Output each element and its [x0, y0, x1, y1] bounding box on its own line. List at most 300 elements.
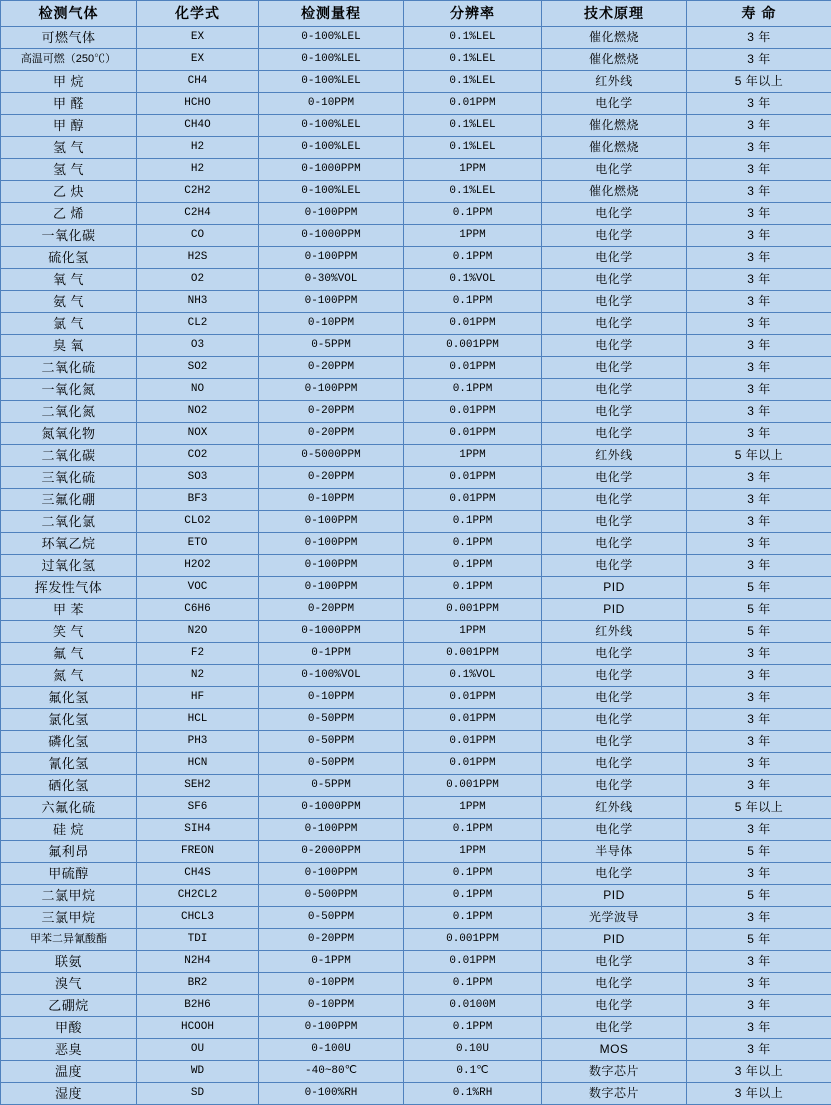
cell-gas: 甲硫醇 — [1, 863, 137, 885]
cell-resolution: 0.01PPM — [404, 401, 542, 423]
cell-lifetime: 5 年以上 — [687, 445, 831, 467]
cell-technology: 电化学 — [542, 775, 687, 797]
cell-technology: 红外线 — [542, 797, 687, 819]
cell-gas: 恶臭 — [1, 1039, 137, 1061]
cell-formula: C6H6 — [137, 599, 259, 621]
cell-lifetime: 3 年 — [687, 687, 831, 709]
cell-lifetime: 3 年 — [687, 907, 831, 929]
cell-lifetime: 3 年 — [687, 511, 831, 533]
cell-formula: NO2 — [137, 401, 259, 423]
table-row — [1, 71, 831, 93]
cell-gas: 硅 烷 — [1, 819, 137, 841]
cell-resolution: 0.1PPM — [404, 907, 542, 929]
cell-formula: HCL — [137, 709, 259, 731]
cell-resolution: 0.1℃ — [404, 1061, 542, 1083]
cell-range: 0-20PPM — [259, 401, 404, 423]
table-row — [1, 709, 831, 731]
cell-formula: O3 — [137, 335, 259, 357]
cell-lifetime: 5 年 — [687, 599, 831, 621]
cell-lifetime: 3 年 — [687, 555, 831, 577]
cell-lifetime: 3 年 — [687, 467, 831, 489]
cell-formula: SD — [137, 1083, 259, 1105]
cell-formula: O2 — [137, 269, 259, 291]
cell-range: 0-100%LEL — [259, 137, 404, 159]
cell-range: 0-100%RH — [259, 1083, 404, 1105]
cell-technology: 电化学 — [542, 225, 687, 247]
cell-resolution: 0.1%LEL — [404, 27, 542, 49]
cell-resolution: 1PPM — [404, 841, 542, 863]
cell-range: 0-100%VOL — [259, 665, 404, 687]
cell-technology: 电化学 — [542, 753, 687, 775]
cell-range: 0-10PPM — [259, 93, 404, 115]
table-row — [1, 775, 831, 797]
cell-resolution: 0.1PPM — [404, 555, 542, 577]
cell-resolution: 0.01PPM — [404, 753, 542, 775]
cell-resolution: 0.1%VOL — [404, 269, 542, 291]
cell-gas: 一氧化碳 — [1, 225, 137, 247]
cell-range: 0-5PPM — [259, 775, 404, 797]
cell-formula: NOX — [137, 423, 259, 445]
table-row — [1, 951, 831, 973]
cell-range: 0-50PPM — [259, 907, 404, 929]
cell-formula: NH3 — [137, 291, 259, 313]
cell-formula: OU — [137, 1039, 259, 1061]
cell-formula: C2H2 — [137, 181, 259, 203]
table-row — [1, 731, 831, 753]
cell-range: 0-1000PPM — [259, 159, 404, 181]
cell-formula: SO3 — [137, 467, 259, 489]
cell-technology: 催化燃烧 — [542, 181, 687, 203]
cell-technology: 催化燃烧 — [542, 27, 687, 49]
cell-range: 0-1PPM — [259, 951, 404, 973]
cell-range: 0-10PPM — [259, 687, 404, 709]
cell-resolution: 0.1PPM — [404, 247, 542, 269]
cell-resolution: 0.1PPM — [404, 577, 542, 599]
cell-lifetime: 3 年 — [687, 731, 831, 753]
table-row — [1, 863, 831, 885]
cell-range: 0-100PPM — [259, 533, 404, 555]
cell-formula: SF6 — [137, 797, 259, 819]
cell-technology: 电化学 — [542, 313, 687, 335]
cell-technology: 电化学 — [542, 401, 687, 423]
cell-range: 0-10PPM — [259, 995, 404, 1017]
cell-formula: WD — [137, 1061, 259, 1083]
cell-resolution: 0.01PPM — [404, 951, 542, 973]
cell-formula: EX — [137, 27, 259, 49]
column-header-gas: 检测气体 — [1, 1, 137, 27]
cell-formula: EX — [137, 49, 259, 71]
cell-formula: HCOOH — [137, 1017, 259, 1039]
cell-range: 0-20PPM — [259, 599, 404, 621]
cell-resolution: 0.1%VOL — [404, 665, 542, 687]
cell-range: 0-1000PPM — [259, 797, 404, 819]
cell-technology: 电化学 — [542, 511, 687, 533]
cell-range: 0-100%LEL — [259, 181, 404, 203]
cell-range: 0-1PPM — [259, 643, 404, 665]
cell-lifetime: 3 年 — [687, 137, 831, 159]
table-row — [1, 1061, 831, 1083]
cell-gas: 溴气 — [1, 973, 137, 995]
cell-resolution: 0.1%LEL — [404, 181, 542, 203]
cell-technology: 电化学 — [542, 93, 687, 115]
cell-lifetime: 3 年 — [687, 819, 831, 841]
cell-technology: 催化燃烧 — [542, 137, 687, 159]
cell-technology: 电化学 — [542, 379, 687, 401]
table-row — [1, 687, 831, 709]
cell-resolution: 0.1PPM — [404, 203, 542, 225]
cell-range: 0-100PPM — [259, 819, 404, 841]
cell-range: 0-50PPM — [259, 709, 404, 731]
cell-range: 0-20PPM — [259, 357, 404, 379]
cell-gas: 三氧化硫 — [1, 467, 137, 489]
cell-gas: 氮 气 — [1, 665, 137, 687]
cell-resolution: 1PPM — [404, 159, 542, 181]
table-row — [1, 291, 831, 313]
cell-range: 0-20PPM — [259, 423, 404, 445]
cell-technology: 电化学 — [542, 819, 687, 841]
cell-gas: 二氧化氮 — [1, 401, 137, 423]
cell-gas: 二氧化氯 — [1, 511, 137, 533]
table-header — [1, 1, 831, 27]
cell-lifetime: 5 年 — [687, 929, 831, 951]
column-header-resolution: 分辨率 — [404, 1, 542, 27]
cell-formula: ETO — [137, 533, 259, 555]
cell-resolution: 0.1PPM — [404, 1017, 542, 1039]
cell-gas: 可燃气体 — [1, 27, 137, 49]
cell-lifetime: 3 年 — [687, 49, 831, 71]
table-row — [1, 599, 831, 621]
cell-resolution: 0.1%LEL — [404, 71, 542, 93]
cell-technology: 催化燃烧 — [542, 49, 687, 71]
cell-formula: CO — [137, 225, 259, 247]
cell-technology: 电化学 — [542, 709, 687, 731]
cell-range: 0-10PPM — [259, 313, 404, 335]
cell-formula: VOC — [137, 577, 259, 599]
cell-resolution: 0.01PPM — [404, 423, 542, 445]
table-row — [1, 313, 831, 335]
cell-resolution: 0.1PPM — [404, 885, 542, 907]
cell-lifetime: 5 年 — [687, 577, 831, 599]
cell-gas: 甲酸 — [1, 1017, 137, 1039]
cell-lifetime: 5 年以上 — [687, 797, 831, 819]
cell-technology: 催化燃烧 — [542, 115, 687, 137]
cell-resolution: 0.10U — [404, 1039, 542, 1061]
cell-gas: 六氟化硫 — [1, 797, 137, 819]
cell-lifetime: 3 年 — [687, 951, 831, 973]
cell-formula: CO2 — [137, 445, 259, 467]
cell-formula: CH4S — [137, 863, 259, 885]
cell-technology: 光学波导 — [542, 907, 687, 929]
cell-resolution: 0.01PPM — [404, 687, 542, 709]
table-row — [1, 973, 831, 995]
cell-lifetime: 3 年 — [687, 489, 831, 511]
cell-formula: CHCL3 — [137, 907, 259, 929]
cell-gas: 三氯甲烷 — [1, 907, 137, 929]
table-row — [1, 819, 831, 841]
table-row — [1, 1039, 831, 1061]
table-row — [1, 1017, 831, 1039]
table-row — [1, 533, 831, 555]
cell-formula: H2 — [137, 159, 259, 181]
cell-lifetime: 3 年 — [687, 203, 831, 225]
cell-formula: B2H6 — [137, 995, 259, 1017]
cell-gas: 甲 醛 — [1, 93, 137, 115]
cell-gas: 氢 气 — [1, 159, 137, 181]
cell-resolution: 0.001PPM — [404, 929, 542, 951]
cell-resolution: 0.1PPM — [404, 863, 542, 885]
table-row — [1, 841, 831, 863]
table-row — [1, 401, 831, 423]
cell-range: 0-50PPM — [259, 753, 404, 775]
cell-technology: PID — [542, 599, 687, 621]
cell-technology: 电化学 — [542, 995, 687, 1017]
cell-resolution: 1PPM — [404, 621, 542, 643]
cell-lifetime: 3 年 — [687, 1039, 831, 1061]
cell-range: 0-100PPM — [259, 863, 404, 885]
cell-technology: 电化学 — [542, 533, 687, 555]
cell-lifetime: 3 年 — [687, 1017, 831, 1039]
cell-technology: PID — [542, 885, 687, 907]
cell-lifetime: 3 年 — [687, 181, 831, 203]
cell-gas: 氰化氢 — [1, 753, 137, 775]
cell-range: 0-20PPM — [259, 467, 404, 489]
table-row — [1, 577, 831, 599]
cell-formula: CH2CL2 — [137, 885, 259, 907]
cell-range: 0-100PPM — [259, 577, 404, 599]
cell-range: 0-100U — [259, 1039, 404, 1061]
cell-resolution: 0.1%RH — [404, 1083, 542, 1105]
cell-range: 0-2000PPM — [259, 841, 404, 863]
table-row — [1, 753, 831, 775]
cell-range: 0-30%VOL — [259, 269, 404, 291]
cell-range: 0-20PPM — [259, 929, 404, 951]
table-row — [1, 1083, 831, 1105]
cell-technology: 数字芯片 — [542, 1061, 687, 1083]
table-row — [1, 423, 831, 445]
cell-technology: 电化学 — [542, 863, 687, 885]
cell-range: -40~80℃ — [259, 1061, 404, 1083]
cell-gas: 氨 气 — [1, 291, 137, 313]
cell-technology: MOS — [542, 1039, 687, 1061]
cell-range: 0-500PPM — [259, 885, 404, 907]
cell-lifetime: 3 年 — [687, 335, 831, 357]
cell-gas: 硫化氢 — [1, 247, 137, 269]
cell-range: 0-10PPM — [259, 489, 404, 511]
cell-resolution: 0.001PPM — [404, 599, 542, 621]
cell-formula: F2 — [137, 643, 259, 665]
cell-gas: 氟利昂 — [1, 841, 137, 863]
cell-range: 0-10PPM — [259, 973, 404, 995]
header-row — [1, 1, 831, 27]
cell-technology: 电化学 — [542, 423, 687, 445]
cell-gas: 高温可燃（250℃） — [1, 49, 137, 71]
cell-gas: 三氟化硼 — [1, 489, 137, 511]
cell-gas: 甲 烷 — [1, 71, 137, 93]
cell-lifetime: 3 年 — [687, 247, 831, 269]
cell-resolution: 0.0100M — [404, 995, 542, 1017]
cell-lifetime: 3 年 — [687, 753, 831, 775]
cell-resolution: 0.01PPM — [404, 709, 542, 731]
cell-gas: 温度 — [1, 1061, 137, 1083]
cell-resolution: 0.01PPM — [404, 313, 542, 335]
cell-technology: 电化学 — [542, 247, 687, 269]
cell-technology: 红外线 — [542, 445, 687, 467]
cell-resolution: 0.01PPM — [404, 357, 542, 379]
cell-formula: BF3 — [137, 489, 259, 511]
cell-lifetime: 5 年 — [687, 885, 831, 907]
table-row — [1, 995, 831, 1017]
table-row — [1, 93, 831, 115]
cell-lifetime: 3 年 — [687, 313, 831, 335]
cell-gas: 二氯甲烷 — [1, 885, 137, 907]
table-row — [1, 225, 831, 247]
cell-lifetime: 3 年 — [687, 863, 831, 885]
cell-range: 0-1000PPM — [259, 621, 404, 643]
cell-resolution: 0.1PPM — [404, 533, 542, 555]
cell-formula: CH4O — [137, 115, 259, 137]
cell-gas: 氟 气 — [1, 643, 137, 665]
table-row — [1, 335, 831, 357]
cell-lifetime: 3 年 — [687, 225, 831, 247]
cell-technology: 电化学 — [542, 489, 687, 511]
cell-lifetime: 3 年 — [687, 27, 831, 49]
table-row — [1, 643, 831, 665]
cell-lifetime: 3 年以上 — [687, 1061, 831, 1083]
cell-gas: 乙硼烷 — [1, 995, 137, 1017]
cell-resolution: 1PPM — [404, 445, 542, 467]
cell-range: 0-100%LEL — [259, 49, 404, 71]
cell-technology: 电化学 — [542, 951, 687, 973]
table-row — [1, 489, 831, 511]
table-row — [1, 269, 831, 291]
cell-lifetime: 3 年以上 — [687, 1083, 831, 1105]
cell-formula: SO2 — [137, 357, 259, 379]
cell-formula: CH4 — [137, 71, 259, 93]
cell-range: 0-100%LEL — [259, 115, 404, 137]
cell-gas: 环氧乙烷 — [1, 533, 137, 555]
cell-formula: N2 — [137, 665, 259, 687]
table-row — [1, 555, 831, 577]
cell-gas: 氧 气 — [1, 269, 137, 291]
cell-resolution: 0.1PPM — [404, 511, 542, 533]
cell-resolution: 0.001PPM — [404, 335, 542, 357]
cell-range: 0-100PPM — [259, 379, 404, 401]
cell-technology: 电化学 — [542, 159, 687, 181]
table-row — [1, 511, 831, 533]
cell-gas: 乙 烯 — [1, 203, 137, 225]
cell-technology: 数字芯片 — [542, 1083, 687, 1105]
cell-technology: 电化学 — [542, 643, 687, 665]
cell-gas: 硒化氢 — [1, 775, 137, 797]
cell-formula: H2S — [137, 247, 259, 269]
cell-technology: 电化学 — [542, 357, 687, 379]
cell-resolution: 1PPM — [404, 797, 542, 819]
cell-range: 0-100PPM — [259, 203, 404, 225]
cell-formula: H2 — [137, 137, 259, 159]
cell-lifetime: 3 年 — [687, 291, 831, 313]
cell-formula: CL2 — [137, 313, 259, 335]
cell-formula: FREON — [137, 841, 259, 863]
cell-technology: 电化学 — [542, 665, 687, 687]
column-header-technology: 技术原理 — [542, 1, 687, 27]
cell-formula: C2H4 — [137, 203, 259, 225]
cell-resolution: 0.01PPM — [404, 93, 542, 115]
cell-resolution: 0.1%LEL — [404, 137, 542, 159]
cell-range: 0-100PPM — [259, 511, 404, 533]
cell-lifetime: 3 年 — [687, 973, 831, 995]
cell-gas: 甲 苯 — [1, 599, 137, 621]
cell-formula: TDI — [137, 929, 259, 951]
cell-formula: N2H4 — [137, 951, 259, 973]
cell-gas: 二氧化硫 — [1, 357, 137, 379]
cell-technology: 电化学 — [542, 731, 687, 753]
table-row — [1, 247, 831, 269]
cell-technology: PID — [542, 929, 687, 951]
cell-resolution: 0.01PPM — [404, 467, 542, 489]
cell-formula: CLO2 — [137, 511, 259, 533]
cell-gas: 氢 气 — [1, 137, 137, 159]
table-row — [1, 115, 831, 137]
cell-lifetime: 3 年 — [687, 401, 831, 423]
cell-range: 0-5PPM — [259, 335, 404, 357]
cell-range: 0-100PPM — [259, 247, 404, 269]
cell-formula: H2O2 — [137, 555, 259, 577]
cell-lifetime: 3 年 — [687, 643, 831, 665]
cell-lifetime: 3 年 — [687, 357, 831, 379]
cell-technology: 电化学 — [542, 335, 687, 357]
cell-lifetime: 5 年 — [687, 841, 831, 863]
cell-lifetime: 3 年 — [687, 709, 831, 731]
cell-resolution: 0.1%LEL — [404, 49, 542, 71]
table-row — [1, 181, 831, 203]
column-header-range: 检测量程 — [259, 1, 404, 27]
cell-technology: 电化学 — [542, 687, 687, 709]
cell-technology: 电化学 — [542, 555, 687, 577]
cell-lifetime: 3 年 — [687, 533, 831, 555]
table-body — [1, 27, 831, 1105]
cell-lifetime: 3 年 — [687, 995, 831, 1017]
cell-formula: NO — [137, 379, 259, 401]
cell-formula: SEH2 — [137, 775, 259, 797]
cell-technology: 电化学 — [542, 269, 687, 291]
cell-lifetime: 3 年 — [687, 159, 831, 181]
cell-gas: 甲苯二异氰酸酯 — [1, 929, 137, 951]
cell-range: 0-100%LEL — [259, 71, 404, 93]
cell-gas: 乙 炔 — [1, 181, 137, 203]
cell-gas: 挥发性气体 — [1, 577, 137, 599]
cell-technology: 红外线 — [542, 621, 687, 643]
cell-range: 0-100PPM — [259, 555, 404, 577]
cell-gas: 氮氧化物 — [1, 423, 137, 445]
table-row — [1, 379, 831, 401]
cell-gas: 臭 氧 — [1, 335, 137, 357]
cell-resolution: 0.01PPM — [404, 489, 542, 511]
cell-formula: SIH4 — [137, 819, 259, 841]
cell-formula: BR2 — [137, 973, 259, 995]
table-row — [1, 929, 831, 951]
cell-resolution: 1PPM — [404, 225, 542, 247]
column-header-lifetime: 寿 命 — [687, 1, 831, 27]
cell-range: 0-5000PPM — [259, 445, 404, 467]
table-row — [1, 137, 831, 159]
cell-formula: HF — [137, 687, 259, 709]
cell-lifetime: 3 年 — [687, 665, 831, 687]
cell-lifetime: 5 年 — [687, 621, 831, 643]
table-row — [1, 159, 831, 181]
cell-technology: 半导体 — [542, 841, 687, 863]
table-row — [1, 27, 831, 49]
cell-range: 0-100PPM — [259, 1017, 404, 1039]
